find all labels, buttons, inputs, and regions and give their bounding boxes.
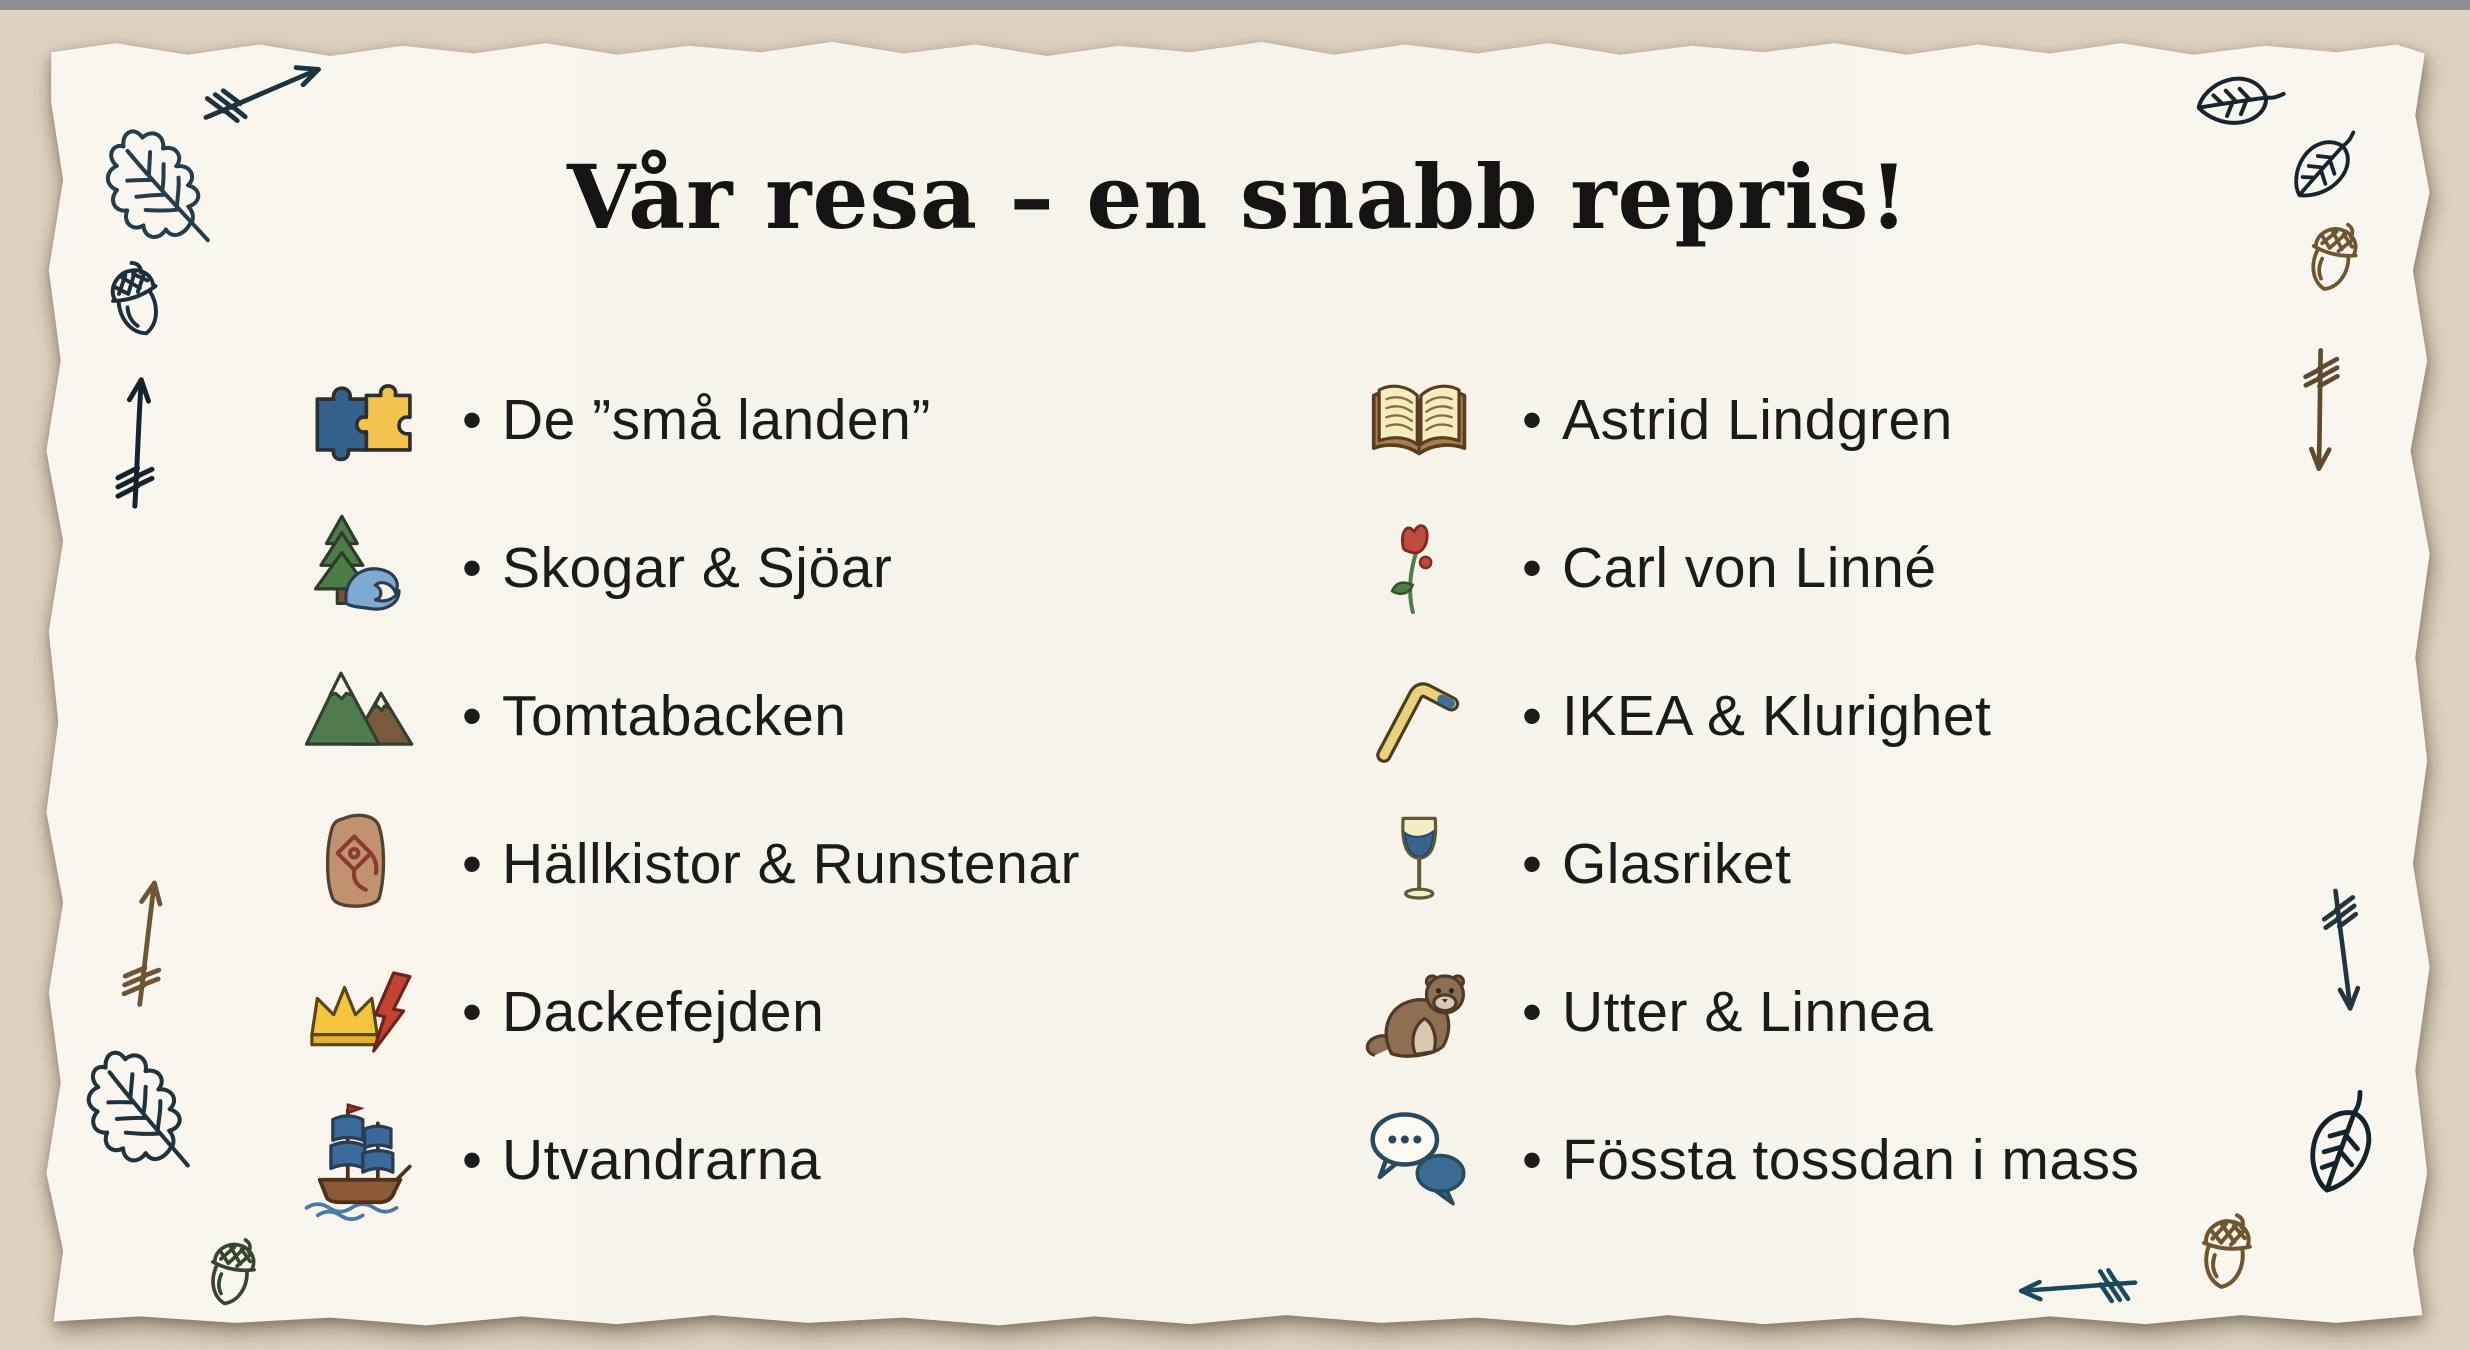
list-item [1340, 642, 2140, 790]
puzzle-icon [280, 361, 440, 479]
mountains-icon [280, 657, 440, 775]
list-item [1340, 938, 2140, 1086]
list-item [280, 494, 1080, 642]
list-item [1340, 494, 2140, 642]
book-icon [1340, 361, 1500, 479]
bullet: • [462, 979, 482, 1044]
bullet: • [1522, 1127, 1542, 1192]
window-edge-bar [0, 0, 2470, 10]
otter-icon [1340, 952, 1500, 1072]
bullet: • [1522, 979, 1542, 1044]
list-item [1340, 790, 2140, 938]
list-item [280, 790, 1080, 938]
page-title: Vår resa – en snabb repris! [566, 144, 1910, 249]
acorn-icon [2182, 1204, 2267, 1301]
arrow-icon [2314, 882, 2376, 1030]
speech-bubbles-icon [1340, 1102, 1500, 1218]
list-item [280, 938, 1080, 1086]
bullet: • [1522, 387, 1542, 452]
bullet: • [1522, 535, 1542, 600]
bullet: • [462, 535, 482, 600]
bullet: • [1522, 683, 1542, 748]
bullet: • [462, 1127, 482, 1192]
list-item-label: Skogar & Sjöar [501, 536, 893, 600]
list-item-label: IKEA & Klurighet [1561, 684, 1992, 748]
ship-icon [280, 1099, 440, 1221]
list-item-label: De ”små landen” [501, 388, 931, 452]
right-column [1340, 346, 2140, 1234]
flower-icon [1340, 508, 1500, 628]
bullet: • [1522, 831, 1542, 896]
list-item-label: Hällkistor & Runstenar [501, 832, 1081, 896]
list-item-label: Carl von Linné [1561, 536, 1937, 600]
list-item-label: Tomtabacken [501, 684, 847, 748]
list-item [280, 642, 1080, 790]
list-item-label: Astrid Lindgren [1561, 388, 1953, 452]
runestone-icon [280, 802, 440, 926]
list-item-label: Utter & Linnea [1561, 980, 1934, 1044]
bullet: • [462, 831, 482, 896]
bullet: • [462, 683, 482, 748]
allen-key-icon [1340, 657, 1500, 775]
list-item [280, 346, 1080, 494]
bullet: • [462, 387, 482, 452]
wine-glass-icon [1340, 803, 1500, 925]
forest-lake-icon [280, 509, 440, 627]
list-item-label: Fössta tossdan i mass [1561, 1128, 2140, 1192]
list-item [1340, 1086, 2140, 1234]
list-item-label: Dackefejden [501, 980, 825, 1044]
list-item-label: Utvandrarna [501, 1128, 822, 1192]
left-column [280, 346, 1080, 1234]
list-item-label: Glasriket [1561, 832, 1792, 896]
list-item [280, 1086, 1080, 1234]
crown-lightning-icon [280, 953, 440, 1071]
list-item [1340, 346, 2140, 494]
